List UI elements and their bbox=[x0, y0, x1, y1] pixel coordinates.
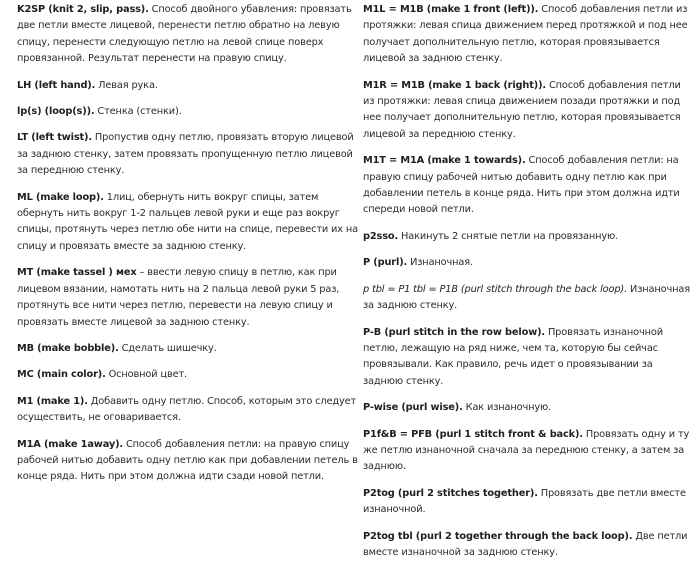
entry-term: ML (make loop). bbox=[17, 191, 104, 203]
glossary-entry bbox=[363, 229, 693, 245]
entry-definition: – ввести левую спицу в петлю, как при лицевом вязании, намотать нить на 2 пальца левой руки 5 раз, протянуть все нити через петлю, перевести на левую спицу и провязать вместе лицевой за заднюю стенку. bbox=[17, 267, 340, 328]
entry-term: M1R = M1B (make 1 back (right)). bbox=[363, 79, 546, 91]
glossary-entry bbox=[17, 437, 361, 486]
entry-definition: Накинуть 2 снятые петли на провязанную. bbox=[398, 230, 619, 242]
glossary-entry bbox=[363, 255, 693, 271]
entry-term: p tbl = P1 tbl = P1B (purl stitch through the back loop). bbox=[363, 283, 628, 295]
glossary-entry bbox=[363, 153, 693, 219]
entry-term: M1 (make 1). bbox=[17, 395, 88, 407]
glossary-column-right bbox=[363, 2, 693, 571]
glossary-entry bbox=[363, 78, 693, 144]
glossary-entry bbox=[363, 282, 693, 315]
entry-term: lp(s) (loop(s)). bbox=[17, 106, 95, 118]
entry-term: P (purl). bbox=[363, 257, 408, 269]
entry-definition: Стенка (стенки). bbox=[94, 106, 182, 118]
entry-term: P-B (purl stitch in the row below). bbox=[363, 326, 545, 338]
glossary-entry bbox=[17, 104, 361, 120]
entry-term: P2tog tbl (purl 2 together through the back loop). bbox=[363, 530, 633, 542]
entry-term: M1L = M1B (make 1 front (left)). bbox=[363, 4, 539, 15]
glossary-entry bbox=[17, 367, 361, 383]
entry-term: M1T = M1A (make 1 towards). bbox=[363, 155, 526, 167]
entry-definition: Пропустив одну петлю, провязать вторую лицевой за заднюю стенку, затем провязать пропущенную петлю лицевой за переднюю стенку. bbox=[17, 132, 354, 177]
entry-definition: Основной цвет. bbox=[105, 369, 187, 381]
glossary-entry bbox=[17, 78, 361, 94]
entry-term: MC (main color). bbox=[17, 369, 106, 381]
entry-definition: Способ добавления петли из протяжки: левая спица движением перед протяжкой и под нее получает дополнительную петлю, которая провязывается лицевой за заднюю стенку. bbox=[363, 4, 688, 65]
entry-definition: Способ добавления петли: на правую спицу рабочей нитью добавить одну петлю как при добавлении петель в конце ряда. Нить при этом должна идти сзади новой петли. bbox=[17, 438, 358, 483]
entry-term: P-wise (purl wise). bbox=[363, 402, 463, 414]
entry-definition: Левая рука. bbox=[95, 79, 158, 91]
entry-definition: Две петли вместе изнаночной за заднюю стенку. bbox=[363, 530, 688, 558]
glossary-entry bbox=[17, 2, 361, 68]
glossary-column-left bbox=[17, 2, 361, 496]
entry-term: K2SP (knit 2, slip, pass). bbox=[17, 4, 149, 15]
entry-definition: Провязать две петли вместе изнаночной. bbox=[363, 487, 686, 516]
entry-term: MT (make tassel ) мех bbox=[17, 267, 137, 279]
glossary-entry bbox=[363, 325, 693, 391]
entry-definition: Изнаночная за заднюю стенку. bbox=[363, 283, 690, 312]
glossary-entry bbox=[363, 427, 693, 476]
entry-term: p2sso. bbox=[363, 230, 399, 242]
glossary-entry bbox=[363, 486, 693, 519]
glossary-entry bbox=[17, 394, 361, 427]
entry-definition: Способ добавления петли: на правую спицу рабочей нитью добавить одну петлю как при добавлении петель в конце ряда. Нить при этом должна идти спереди новой петли. bbox=[363, 155, 680, 216]
entry-definition: Провязать изнаночной петлю, лежащую на ряд ниже, чем та, которую бы сейчас провязывали. Как правило, речь идет о провязывании за заднюю стенку. bbox=[363, 326, 663, 387]
entry-definition: Добавить одну петлю. Способ, которым это следует осуществить, не оговаривается. bbox=[17, 395, 357, 424]
entry-term: LT (left twist). bbox=[17, 132, 92, 144]
entry-definition: Как изнаночную. bbox=[462, 402, 552, 414]
entry-definition: Провязать одну и ту же петлю изнаночной сначала за переднюю стенку, а затем за заднюю. bbox=[363, 428, 690, 473]
glossary-entry bbox=[17, 190, 361, 256]
glossary-entry bbox=[17, 265, 361, 331]
entry-definition: Изнаночная. bbox=[407, 257, 473, 269]
glossary-entry bbox=[363, 529, 693, 562]
glossary-entry bbox=[17, 130, 361, 179]
glossary-entry bbox=[363, 400, 693, 416]
entry-definition: 1лиц, обернуть нить вокруг спицы, затем обернуть нить вокруг 1-2 пальцев левой руки и еще раз вокруг спицы, протянуть через петлю обе нити на спице, перевести их на спицу и провязать вместе за заднюю стенку. bbox=[17, 191, 358, 252]
entry-definition: Сделать шишечку. bbox=[118, 342, 217, 354]
entry-term: LH (left hand). bbox=[17, 79, 96, 91]
glossary-entry bbox=[363, 2, 693, 68]
entry-definition: Способ добавления петли из протяжки: левая спица движением позади протяжки и под нее получает дополнительную петлю, которая провязывается лицевой за переднюю стенку. bbox=[363, 79, 681, 140]
entry-definition: Способ двойного убавления: провязать две петли вместе лицевой, перенести петлю обратно на левую спицу, перенести следующую петлю на левой спице поверх провязанной. Результат перенести на правую спицу. bbox=[17, 4, 352, 65]
entry-term: P2tog (purl 2 stitches together). bbox=[363, 487, 538, 499]
entry-term: MB (make bobble). bbox=[17, 342, 119, 354]
entry-term: P1f&B = PFB (purl 1 stitch front & back). bbox=[363, 428, 583, 440]
glossary-entry bbox=[17, 341, 361, 357]
entry-term: M1A (make 1away). bbox=[17, 438, 123, 450]
